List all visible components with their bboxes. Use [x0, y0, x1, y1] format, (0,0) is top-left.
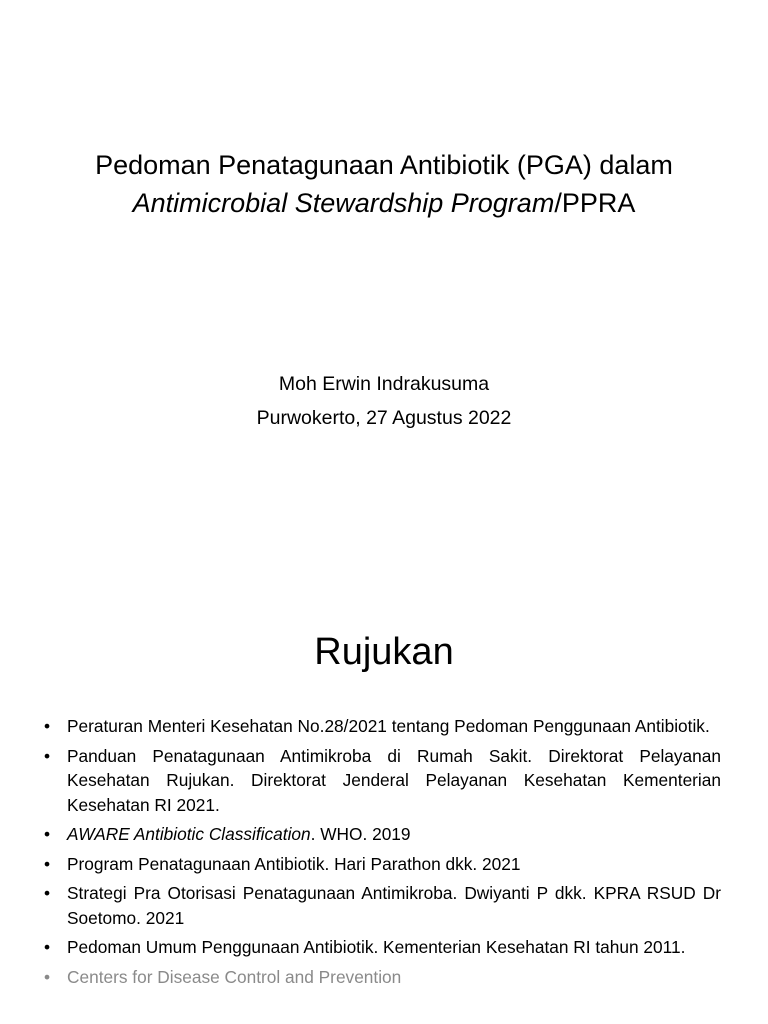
bullet-icon: •: [44, 853, 51, 874]
bullet-icon: •: [44, 745, 51, 766]
references-list: [44, 714, 721, 994]
reference-text: Panduan Penatagunaan Antimikroba di Rumah Sakit. Direktorat Pelayanan Kesehatan Rujukan. Direktorat Jenderal Pelayanan Kesehatan Kementerian Kesehatan RI 2021.: [67, 745, 721, 815]
reference-text: Pedoman Umum Penggunaan Antibiotik. Kementerian Kesehatan RI tahun 2011.: [67, 937, 686, 957]
list-item: [44, 965, 721, 990]
list-item: [44, 822, 721, 847]
reference-text: Centers for Disease Control and Prevention: [67, 966, 402, 987]
references-slide: [0, 576, 768, 1024]
reference-text: Peraturan Menteri Kesehatan No.28/2021 tentang Pedoman Penggunaan Antibiotik.: [67, 716, 710, 736]
reference-text: Program Penatagunaan Antibiotik. Hari Parathon dkk. 2021: [67, 853, 521, 874]
slide-title: [0, 146, 768, 222]
place-date: Purwokerto, 27 Agustus 2022: [256, 407, 512, 429]
list-item: [44, 744, 721, 818]
list-item: [44, 881, 721, 930]
list-item: [44, 935, 721, 960]
list-item: [44, 852, 721, 877]
bullet-icon: •: [44, 883, 51, 903]
title-line-1: Pedoman Penatagunaan Antibiotik (PGA) dalam: [95, 150, 673, 180]
reference-italic-text: AWARE Antibiotic Classification: [67, 824, 311, 844]
list-item: [44, 714, 721, 739]
bullet-icon: •: [44, 716, 51, 736]
slide-subtitle: [0, 367, 768, 435]
title-suffix: /PPRA: [554, 188, 636, 218]
references-title: Rujukan: [314, 631, 454, 673]
bullet-icon: •: [44, 937, 51, 957]
bullet-icon: •: [44, 824, 51, 844]
title-italic-part: Antimicrobial Stewardship Program: [132, 188, 555, 218]
author-name: Moh Erwin Indrakusuma: [278, 373, 490, 395]
bullet-icon: •: [44, 966, 51, 987]
title-line-2: [0, 184, 768, 222]
reference-text: Strategi Pra Otorisasi Penatagunaan Antimikroba. Dwiyanti P dkk. KPRA RSUD Dr Soetomo. 2021: [67, 883, 721, 928]
reference-text: . WHO. 2019: [310, 824, 411, 844]
